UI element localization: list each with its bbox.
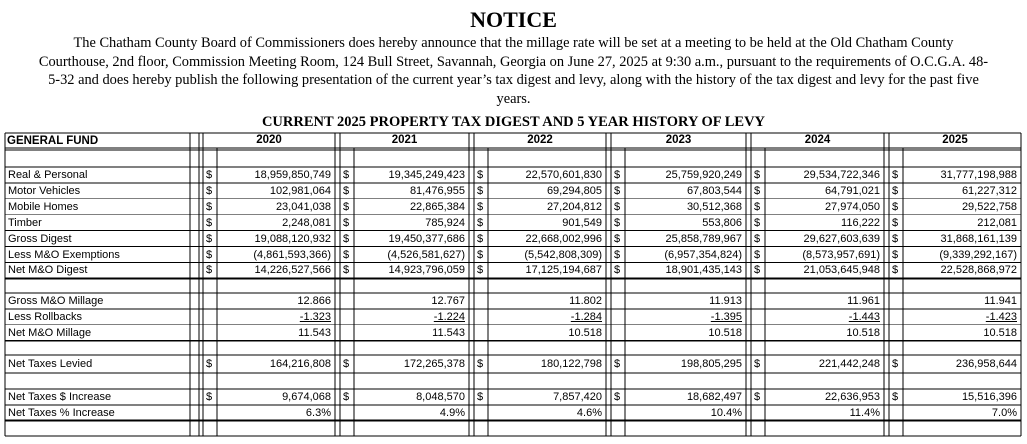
value-cell: 18,682,497 (686, 391, 742, 403)
value-cell: 21,053,645,948 (803, 264, 880, 277)
table-title: CURRENT 2025 PROPERTY TAX DIGEST AND 5 YEAR HISTORY OF LEVY (261, 114, 766, 130)
value-cell: 18,959,850,749 (254, 169, 331, 181)
currency-symbol: $ (892, 391, 899, 403)
value-cell: 15,516,396 (961, 391, 1017, 403)
value-cell: 9,674,068 (282, 391, 331, 403)
row-label: Net Taxes Levied (8, 358, 93, 370)
value-cell: (5,542,808,309) (524, 248, 602, 261)
value-cell: 61,227,312 (961, 184, 1017, 197)
value-cell: 22,570,601,830 (525, 169, 602, 181)
value-cell: -1.443 (848, 310, 880, 323)
currency-symbol: $ (614, 391, 621, 403)
row-label: Mobile Homes (8, 200, 79, 213)
value-cell: 25,858,789,967 (665, 232, 742, 245)
currency-symbol: $ (614, 232, 621, 245)
value-cell: 553,806 (702, 216, 742, 229)
value-cell: 31,868,161,139 (940, 232, 1017, 245)
value-cell: -1.423 (985, 310, 1017, 323)
currency-symbol: $ (754, 200, 761, 213)
value-cell: 4.9% (439, 406, 465, 419)
value-cell: (4,526,581,627) (387, 248, 465, 261)
value-cell: 81,476,955 (409, 184, 465, 197)
year-header: 2025 (942, 134, 968, 146)
value-cell: 180,122,798 (540, 358, 602, 370)
value-cell: 198,805,295 (680, 358, 742, 370)
value-cell: 164,216,808 (269, 358, 331, 370)
currency-symbol: $ (343, 184, 350, 197)
currency-symbol: $ (343, 248, 350, 261)
value-cell: 23,041,038 (275, 200, 331, 213)
currency-symbol: $ (892, 216, 899, 229)
value-cell: 236,958,644 (955, 358, 1017, 370)
value-cell: 30,512,368 (686, 200, 742, 213)
currency-symbol: $ (614, 184, 621, 197)
currency-symbol: $ (477, 184, 484, 197)
value-cell: 69,294,805 (546, 184, 602, 197)
value-cell: -1.224 (433, 310, 465, 323)
row-label: Timber (8, 216, 42, 229)
value-cell: 221,442,248 (818, 358, 880, 370)
currency-symbol: $ (892, 200, 899, 213)
value-cell: 22,636,953 (824, 391, 880, 403)
value-cell: 11.802 (569, 295, 602, 307)
value-cell: 67,803,544 (686, 184, 742, 197)
row-label: Net M&O Digest (8, 264, 88, 277)
value-cell: 25,759,920,249 (665, 169, 742, 181)
currency-symbol: $ (754, 232, 761, 245)
row-label: Motor Vehicles (8, 184, 81, 197)
value-cell: 18,901,435,143 (665, 264, 742, 277)
value-cell: 10.4% (710, 406, 742, 419)
currency-symbol: $ (206, 264, 213, 277)
value-cell: (6,957,354,824) (664, 248, 742, 261)
value-cell: 14,226,527,566 (254, 264, 331, 277)
value-cell: 19,450,377,686 (388, 232, 465, 245)
notice-body (4, 34, 1023, 108)
value-cell: 116,222 (841, 216, 880, 229)
currency-symbol: $ (614, 169, 621, 181)
currency-symbol: $ (892, 358, 899, 370)
row-label: Real & Personal (8, 169, 88, 181)
value-cell: 785,924 (425, 216, 465, 229)
currency-symbol: $ (754, 358, 761, 370)
currency-symbol: $ (343, 358, 350, 370)
currency-symbol: $ (892, 169, 899, 181)
currency-symbol: $ (477, 169, 484, 181)
value-cell: 12.767 (431, 295, 465, 307)
notice-line: years. (496, 90, 531, 107)
currency-symbol: $ (754, 169, 761, 181)
currency-symbol: $ (206, 216, 213, 229)
value-cell: -1.323 (299, 310, 331, 323)
value-cell: 172,265,378 (403, 358, 465, 370)
year-header: 2024 (804, 134, 831, 146)
value-cell: 22,528,868,972 (940, 264, 1017, 277)
value-cell: 29,534,722,346 (803, 169, 880, 181)
value-cell: 212,081 (977, 216, 1017, 229)
currency-symbol: $ (614, 216, 621, 229)
row-label: Gross M&O Millage (8, 295, 104, 307)
currency-symbol: $ (343, 264, 350, 277)
value-cell: -1.284 (570, 310, 602, 323)
currency-symbol: $ (343, 200, 350, 213)
notice-title: NOTICE (470, 7, 557, 32)
row-label: Less M&O Exemptions (8, 248, 120, 261)
value-cell: 64,791,021 (824, 184, 880, 197)
value-cell: 11.941 (984, 295, 1017, 307)
row-label: Less Rollbacks (8, 310, 82, 323)
value-cell: 4.6% (576, 406, 602, 419)
value-cell: 19,088,120,932 (254, 232, 331, 245)
general-fund-label: GENERAL FUND (7, 135, 99, 147)
value-cell: 29,627,603,639 (803, 232, 880, 245)
row-label: Net Taxes $ Increase (8, 391, 112, 403)
year-header: 2021 (391, 134, 418, 146)
value-cell: 14,923,796,059 (388, 264, 465, 277)
currency-symbol: $ (206, 391, 213, 403)
currency-symbol: $ (206, 248, 213, 261)
value-cell: 6.3% (305, 406, 331, 419)
currency-symbol: $ (206, 200, 213, 213)
value-cell: 11.4% (849, 406, 880, 419)
value-cell: 27,974,050 (824, 200, 880, 213)
year-header: 2023 (665, 134, 692, 146)
currency-symbol: $ (343, 169, 350, 181)
value-cell: 102,981,064 (269, 184, 331, 197)
currency-symbol: $ (206, 184, 213, 197)
currency-symbol: $ (754, 264, 761, 277)
value-cell: 11.543 (298, 326, 331, 339)
currency-symbol: $ (477, 216, 484, 229)
currency-symbol: $ (892, 184, 899, 197)
value-cell: 7.0% (991, 406, 1017, 419)
value-cell: 19,345,249,423 (388, 169, 465, 181)
value-cell: 12.866 (297, 295, 331, 307)
currency-symbol: $ (614, 200, 621, 213)
currency-symbol: $ (206, 169, 213, 181)
value-cell: 11.961 (847, 295, 880, 307)
currency-symbol: $ (754, 216, 761, 229)
notice-line: 5-32 and does hereby publish the following presentation of the current year’s tax digest and levy, along with the history of the tax digest and levy for the past five (48, 72, 979, 88)
currency-symbol: $ (892, 264, 899, 277)
row-label: Net M&O Millage (8, 326, 92, 339)
currency-symbol: $ (614, 248, 621, 261)
currency-symbol: $ (206, 232, 213, 245)
year-header: 2022 (527, 134, 553, 146)
currency-symbol: $ (892, 232, 899, 245)
value-cell: 10.518 (708, 326, 742, 339)
value-cell: (8,573,957,691) (802, 248, 880, 261)
row-label: Gross Digest (8, 232, 72, 245)
currency-symbol: $ (614, 358, 621, 370)
value-cell: 7,857,420 (553, 391, 602, 403)
value-cell: 10.518 (983, 326, 1017, 339)
value-cell: 31,777,198,988 (940, 169, 1017, 181)
value-cell: 17,125,194,687 (525, 264, 602, 277)
notice-line: Courthouse, 2nd floor, Commission Meeting Room, 124 Bull Street, Savannah, Georgia on June 27, 2025 at 9:30 a.m., pursuant to the requirements of O.C.G.A. 48- (38, 53, 989, 70)
value-cell: 10.518 (846, 326, 880, 339)
value-cell: 2,248,081 (282, 216, 331, 229)
currency-symbol: $ (892, 248, 899, 261)
currency-symbol: $ (206, 358, 213, 370)
currency-symbol: $ (343, 216, 350, 229)
value-cell: (4,861,593,366) (253, 248, 331, 261)
currency-symbol: $ (754, 248, 761, 261)
value-cell: (9,339,292,167) (939, 248, 1017, 261)
currency-symbol: $ (343, 391, 350, 403)
currency-symbol: $ (477, 200, 484, 213)
notice-line: The Chatham County Board of Commissioners does hereby announce that the millage rate will be set at a meeting to be held at the Old Chatham County (73, 35, 954, 51)
value-cell: 901,549 (562, 216, 602, 229)
value-cell: 29,522,758 (961, 200, 1017, 213)
year-header: 2020 (256, 134, 282, 146)
currency-symbol: $ (343, 232, 350, 245)
value-cell: 10.518 (568, 326, 602, 339)
row-label: Net Taxes % Increase (8, 406, 115, 419)
currency-symbol: $ (614, 264, 621, 277)
value-cell: 11.543 (432, 326, 465, 339)
currency-symbol: $ (477, 232, 484, 245)
currency-symbol: $ (477, 358, 484, 370)
currency-symbol: $ (477, 248, 484, 261)
currency-symbol: $ (477, 264, 484, 277)
value-cell: 8,048,570 (416, 391, 465, 403)
value-cell: -1.395 (710, 310, 742, 323)
value-cell: 22,668,002,996 (525, 232, 602, 245)
currency-symbol: $ (754, 391, 761, 403)
value-cell: 22,865,384 (409, 200, 465, 213)
value-cell: 11.913 (709, 295, 742, 307)
currency-symbol: $ (754, 184, 761, 197)
currency-symbol: $ (477, 391, 484, 403)
value-cell: 27,204,812 (546, 200, 602, 213)
